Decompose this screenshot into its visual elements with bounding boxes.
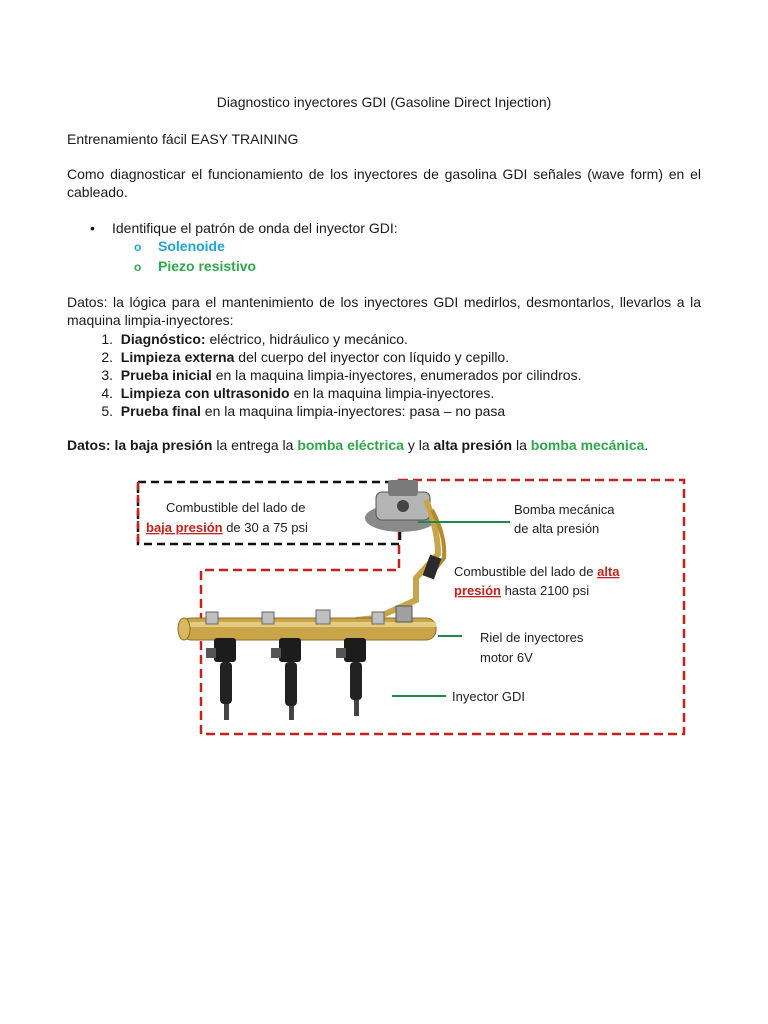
high-pressure-label-line1: Combustible del lado de alta (454, 564, 620, 579)
rail-label-line2: motor 6V (480, 650, 533, 665)
fuel-rail-illustration (178, 606, 436, 640)
list-item: 5. Prueba final en la maquina limpia-inyectores: pasa – no pasa (101, 403, 506, 419)
sub-item-solenoide (134, 238, 225, 254)
list-item: 2. Limpieza externa del cuerpo del inyector con líquido y cepillo. (101, 349, 510, 365)
high-pressure-label-line2: presión hasta 2100 psi (454, 583, 590, 598)
injectors-illustration (206, 638, 366, 720)
intro-paragraph: Como diagnosticar el funcionamiento de los inyectores de gasolina GDI señales (wave form) en el cableado. (67, 166, 701, 200)
sub-marker: o (134, 260, 142, 274)
steps-list (67, 330, 581, 420)
sub-item-label: Piezo resistivo (158, 258, 257, 274)
pump-label-line2: de alta presión (514, 521, 600, 536)
list-item: 3. Prueba inicial en la maquina limpia-inyectores, enumerados por cilindros. (101, 367, 582, 383)
low-pressure-label-line2: baja presión de 30 a 75 psi (146, 520, 308, 535)
sub-item-label: Solenoide (158, 238, 225, 254)
low-pressure-label-line1: Combustible del lado de (166, 500, 306, 515)
bullet-marker: • (90, 220, 95, 236)
bullet-text: Identifique el patrón de onda del inyector GDI: (112, 220, 398, 236)
list-item: 1. Diagnóstico: eléctrico, hidráulico y mecánico. (101, 331, 408, 347)
sub-marker: o (134, 240, 142, 254)
document-title: Diagnostico inyectores GDI (Gasoline Direct Injection) (216, 94, 552, 110)
injector-label: Inyector GDI (452, 689, 525, 704)
list-item: 4. Limpieza con ultrasonido en la maquina limpia-inyectores. (101, 385, 495, 401)
rail-label-line1: Riel de inyectores (480, 630, 584, 645)
sub-item-piezo (134, 258, 256, 274)
bullet-item (90, 220, 398, 236)
gdi-fuel-system-diagram (66, 470, 700, 746)
pump-label-line1: Bomba mecánica (514, 502, 615, 517)
datos-paragraph: Datos: la lógica para el mantenimiento de los inyectores GDI medirlos, desmontarlos, llevarlos a la maquina limpia-inyectores: (67, 294, 701, 328)
pressure-paragraph: Datos: la baja presión la entrega la bomba eléctrica y la alta presión la bomba mecánica. (67, 437, 649, 453)
training-line: Entrenamiento fácil EASY TRAINING (67, 131, 299, 147)
